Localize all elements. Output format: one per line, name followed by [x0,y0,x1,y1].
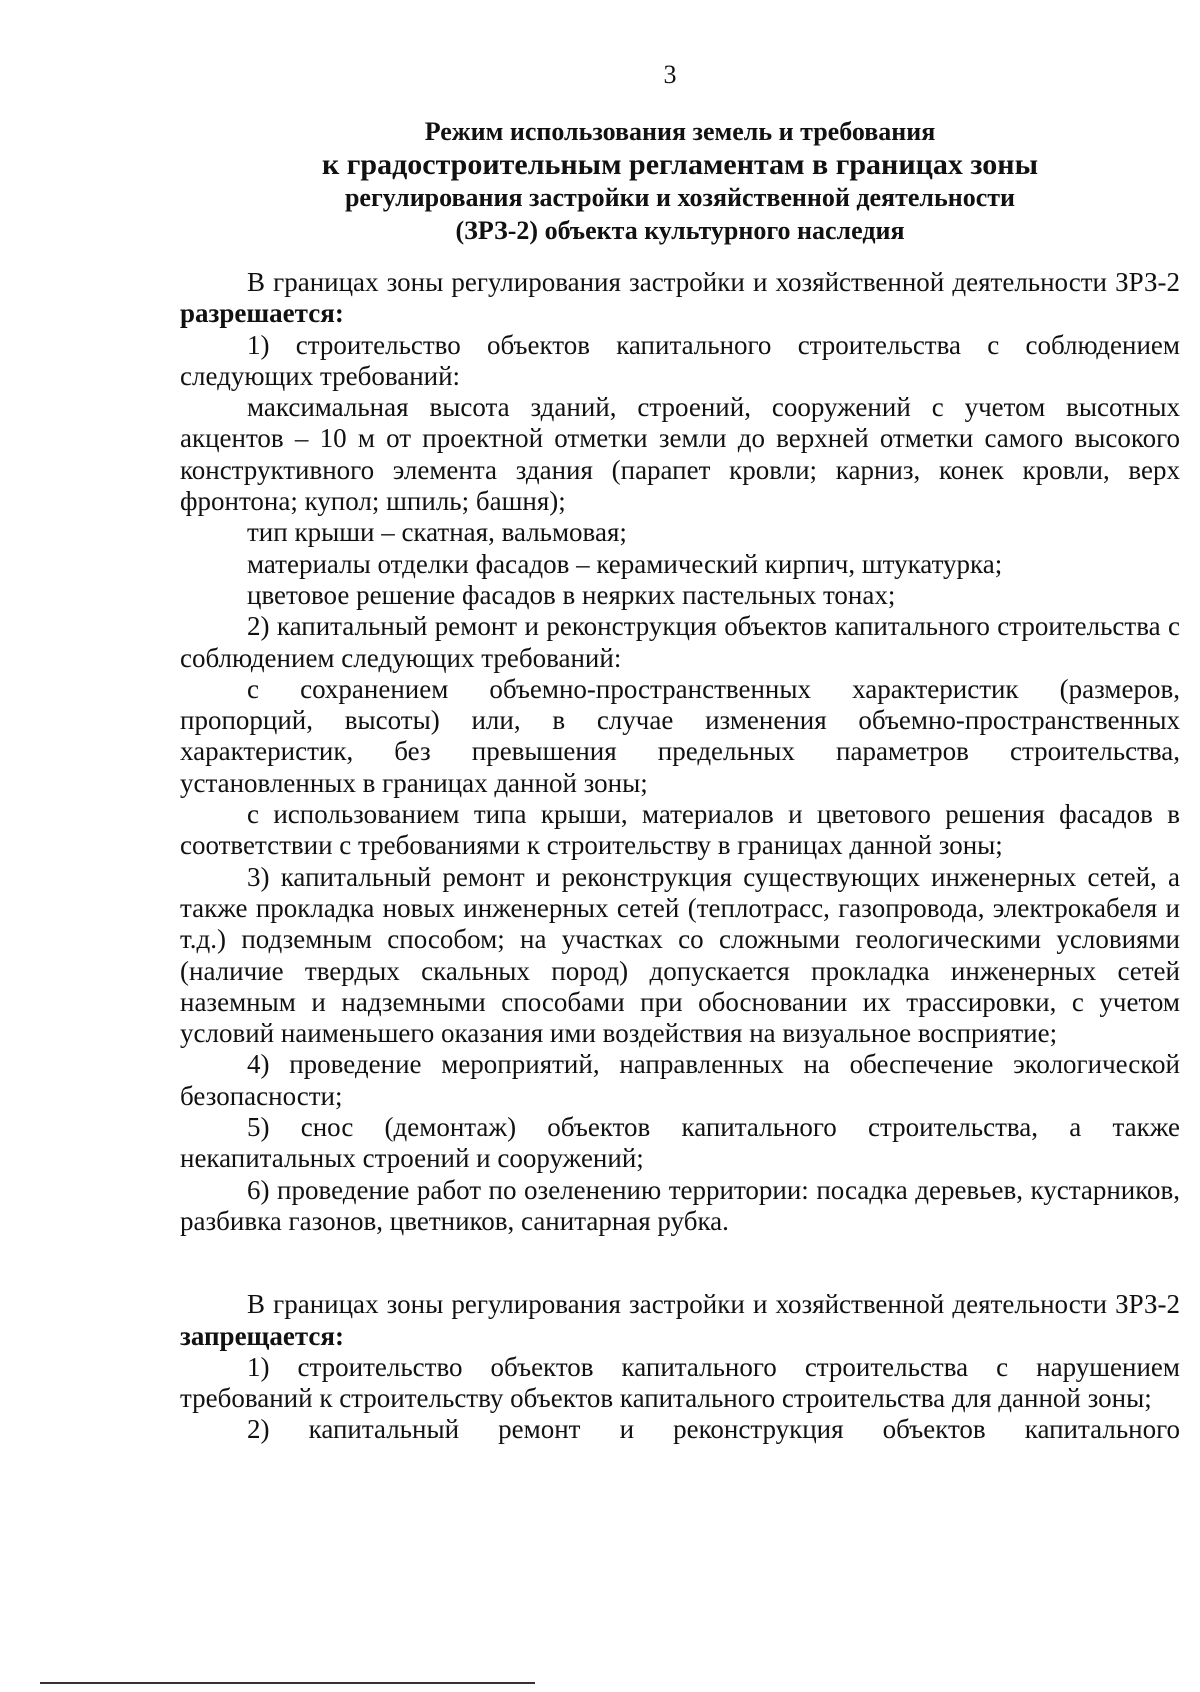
permitted-intro-text: В границах зоны регулирования застройки и хозяйственной деятельности ЗРЗ-2 [247,267,1180,297]
permitted-item: 1) строительство объектов капитального строительства с соблюдением следующих требований: [180,329,1180,391]
permitted-item: 6) проведение работ по озеленению территории: посадка деревьев, кустарников, разбивка газонов, цветников, санитарная рубка. [180,1174,1180,1236]
permitted-item: с сохранением объемно-пространственных характеристик (размеров, пропорций, высоты) или, в случае изменения объемно-пространственных характеристик, без превышения предельных параметров строительства, установленных в границах данной зоны; [180,673,1180,798]
prohibited-intro-text: В границах зоны регулирования застройки и хозяйственной деятельности ЗРЗ-2 [247,1289,1180,1320]
permitted-item: цветовое решение фасадов в неярких пастельных тонах; [247,579,896,610]
prohibited-intro [180,1289,1180,1352]
document-title [180,115,1180,247]
permitted-item: тип крыши – скатная, вальмовая; [247,517,627,548]
permitted-intro [180,267,1180,330]
title-line-4: (ЗРЗ-2) объекта культурного наследия [455,216,905,245]
document-body [180,267,1180,1446]
title-line-2: к градостроительным регламентам в границах зоны [321,148,1038,181]
permitted-keyword: разрешается: [180,298,344,329]
prohibited-section [180,1289,1180,1445]
permitted-item: материалы отделки фасадов – керамический кирпич, штукатурка; [247,548,1003,579]
permitted-item: 3) капитальный ремонт и реконструкция существующих инженерных сетей, а также прокладка новых инженерных сетей (теплотрасс, газопровода, электрокабеля и т.д.) подземным способом; на участках со сложными геологическими условиями (наличие твердых скальных пород) допускается прокладка инженерных сетей наземным и надземными способами при обосновании их трассировки, с учетом условий наименьшего оказания ими воздействия на визуальное восприятие; [180,861,1180,1049]
permitted-item: 2) капитальный ремонт и реконструкция объектов капитального строительства с соблюдением следующих требований: [180,611,1180,673]
permitted-item: 4) проведение мероприятий, направленных на обеспечение экологической безопасности; [180,1049,1180,1111]
page-number: 3 [663,60,677,89]
section-gap [180,1237,1180,1289]
title-line-3: регулирования застройки и хозяйственной деятельности [344,183,1016,212]
prohibited-item: 2) капитальный ремонт и реконструкция объектов капитального [247,1414,1180,1445]
prohibited-keyword: запрещается: [180,1320,345,1351]
permitted-item: максимальная высота зданий, строений, сооружений с учетом высотных акцентов – 10 м от проектной отметки земли до верхней отметки самого высокого конструктивного элемента здания (парапет кровли; карниз, конек кровли, верх фронтона; купол; шпиль; башня); [180,392,1180,517]
footer-rule [40,1682,535,1684]
permitted-section [180,267,1180,1237]
prohibited-item: 1) строительство объектов капитального строительства с нарушением требований к строительству объектов капитального строительства для данной зоны; [180,1351,1180,1414]
permitted-item: с использованием типа крыши, материалов и цветового решения фасадов в соответствии с требованиями к строительству в границах данной зоны; [180,799,1180,861]
title-line-1: Режим использования земель и требования [424,117,936,146]
permitted-item: 5) снос (демонтаж) объектов капитального строительства, а также некапитальных строений и сооружений; [180,1112,1180,1174]
